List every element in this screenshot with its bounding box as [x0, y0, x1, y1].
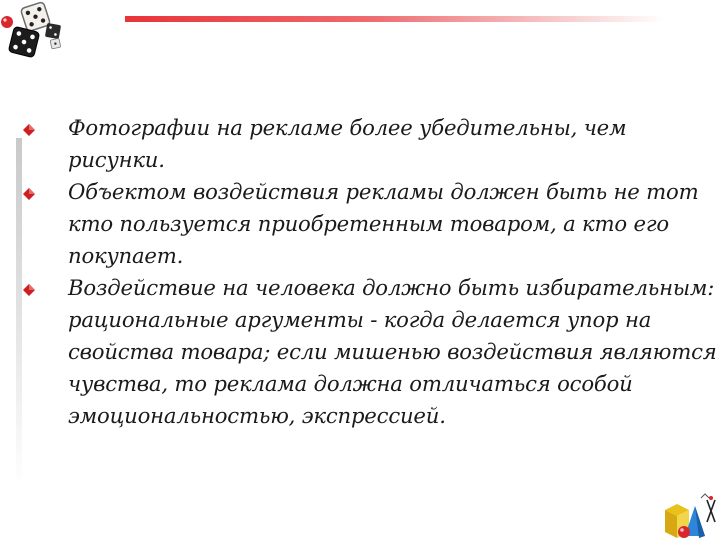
top-accent-rule — [125, 16, 665, 22]
bullet-item — [22, 176, 720, 272]
diamond-bullet-icon — [22, 123, 36, 137]
bullet-item — [22, 272, 720, 432]
geometric-shapes-icon — [655, 492, 720, 540]
bullet-text: Фотографии на рекламе более убедительны, чем рисунки. — [68, 115, 627, 172]
bullet-text: Объектом воздействия рекламы должен быть не тот кто пользуется приобретенным товаром, а кто его покупает. — [68, 179, 699, 268]
bullet-item — [22, 112, 720, 176]
dice-icon — [0, 0, 70, 62]
diamond-bullet-icon — [22, 283, 36, 297]
bullet-list — [22, 112, 720, 432]
diamond-bullet-icon — [22, 187, 36, 201]
bullet-text: Воздействие на человека должно быть избирательным: рациональные аргументы - когда делается упор на свойства товара; если мишенью воздействия являются чувства, то реклама должна отличаться особой эмоциональностью, экспрессией. — [68, 275, 717, 428]
